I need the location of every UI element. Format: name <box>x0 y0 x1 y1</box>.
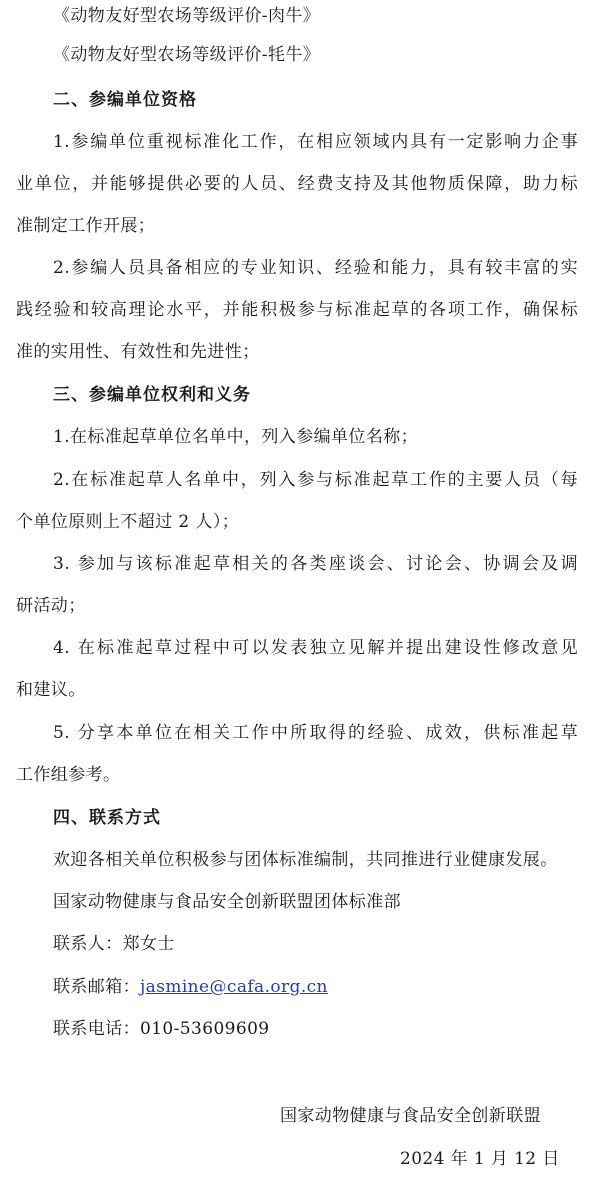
contact-label: 联系人： <box>53 934 123 954</box>
standard-item-yak: 《动物友好型农场等级评价-牦牛》 <box>53 45 321 65</box>
rights-item: 1.在标准起草单位名单中，列入参编单位名称； <box>53 427 419 447</box>
paragraph-line: 2.参编人员具备相应的专业知识、经验和能力，具有较丰富的实 <box>53 258 578 278</box>
section-heading-rights: 三、参编单位权利和义务 <box>53 385 251 405</box>
rights-item-continued: 工作组参考。 <box>16 765 121 785</box>
welcome-text: 欢迎各相关单位积极参与团体标准编制，共同推进行业健康发展。 <box>53 850 558 870</box>
contact-phone <box>53 1017 270 1041</box>
contact-person <box>53 932 175 956</box>
paragraph-line: 业单位，并能够提供必要的人员、经费支持及其他物质保障，助力标 <box>16 174 578 194</box>
section-heading-qualifications: 二、参编单位资格 <box>53 90 197 110</box>
phone-number: 010-53609609 <box>140 1019 270 1039</box>
rights-item-continued: 和建议。 <box>16 680 86 700</box>
rights-item: 5. 分享本单位在相关工作中所取得的经验、成效，供标准起草 <box>53 723 578 743</box>
signature-date: 2024 年 1 月 12 日 <box>400 1149 560 1169</box>
email-label: 联系邮箱： <box>53 977 140 997</box>
rights-item-continued: 个单位原则上不超过 2 人）； <box>16 512 240 532</box>
paragraph-line: 践经验和较高理论水平，并能积极参与标准起草的各项工作，确保标 <box>16 300 578 320</box>
rights-item: 4. 在标准起草过程中可以发表独立见解并提出建设性修改意见 <box>53 638 578 658</box>
paragraph-line: 1.参编单位重视标准化工作，在相应领域内具有一定影响力企事 <box>53 132 578 152</box>
paragraph-line: 准的实用性、有效性和先进性； <box>16 342 260 362</box>
signature-org: 国家动物健康与食品安全创新联盟 <box>280 1106 541 1126</box>
rights-item: 2.在标准起草人名单中，列入参与标准起草工作的主要人员（每 <box>53 470 578 490</box>
standard-item-beef: 《动物友好型农场等级评价-肉牛》 <box>53 6 321 26</box>
contact-email <box>53 975 328 999</box>
rights-item-continued: 研活动； <box>16 596 86 616</box>
section-heading-contact: 四、联系方式 <box>53 808 161 828</box>
rights-item: 3. 参加与该标准起草相关的各类座谈会、讨论会、协调会及调 <box>53 554 578 574</box>
paragraph-line: 准制定工作开展； <box>16 216 156 236</box>
department-name: 国家动物健康与食品安全创新联盟团体标准部 <box>53 892 401 912</box>
phone-label: 联系电话： <box>53 1019 140 1039</box>
email-link[interactable]: jasmine@cafa.org.cn <box>140 977 328 997</box>
contact-name: 郑女士 <box>122 934 175 954</box>
